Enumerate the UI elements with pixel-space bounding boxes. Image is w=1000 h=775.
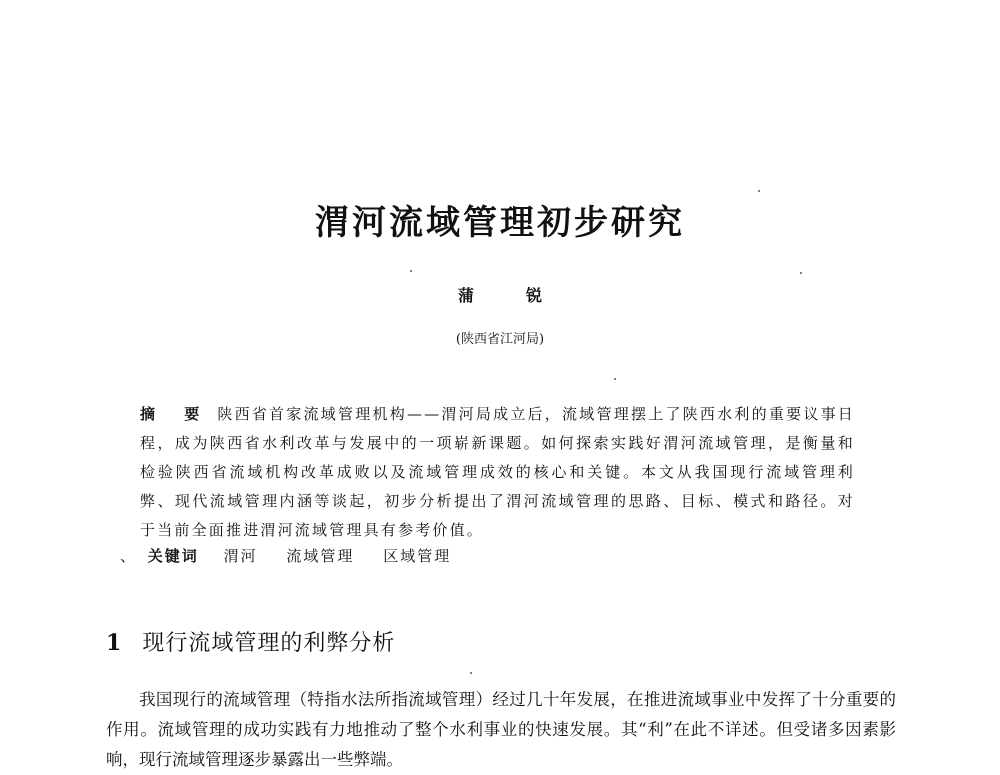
keyword: 渭河 xyxy=(223,547,258,565)
section-number: 1 xyxy=(106,630,123,656)
section-heading xyxy=(106,626,395,657)
keywords-mark: 、 xyxy=(120,547,138,565)
keywords-line xyxy=(120,545,473,566)
scan-speck xyxy=(800,272,802,274)
keywords-label: 关键词 xyxy=(147,547,199,565)
author-affiliation: (陕西省江河局) xyxy=(455,332,545,347)
keyword: 流域管理 xyxy=(286,547,355,565)
body-paragraph: 我国现行的流域管理（特指水法所指流域管理）经过几十年发展，在推进流域事业中发挥了十分重要的作用。流域管理的成功实践有力地推动了整个水利事业的快速发展。其“利”在此不详述。但受诸多因素影响，现行流域管理逐步暴露出一些弊端。 xyxy=(106,690,896,769)
scan-speck xyxy=(410,270,412,272)
abstract-text: 陕西省首家流域管理机构——渭河局成立后，流域管理摆上了陕西水利的重要议事日程，成为陕西省水利改革与发展中的一项崭新课题。如何探索实践好渭河流域管理，是衡量和检验陕西省流域机构改革成败以及流域管理成效的核心和关键。本文从我国现行流域管理利弊、现代流域管理内涵等谈起，初步分析提出了渭河流域管理的思路、目标、模式和路径。对于当前全面推进渭河流域管理具有参考价值。 xyxy=(140,405,855,539)
abstract-label: 摘 要 xyxy=(140,405,212,423)
author-name: 蒲 锐 xyxy=(457,286,560,305)
scan-speck xyxy=(470,672,472,674)
scan-speck xyxy=(614,378,616,380)
keyword: 区域管理 xyxy=(383,547,452,565)
paper-title: 渭河流域管理初步研究 xyxy=(315,203,685,243)
scan-speck xyxy=(758,190,760,192)
abstract xyxy=(140,400,855,545)
section-title: 现行流域管理的利弊分析 xyxy=(142,631,396,656)
